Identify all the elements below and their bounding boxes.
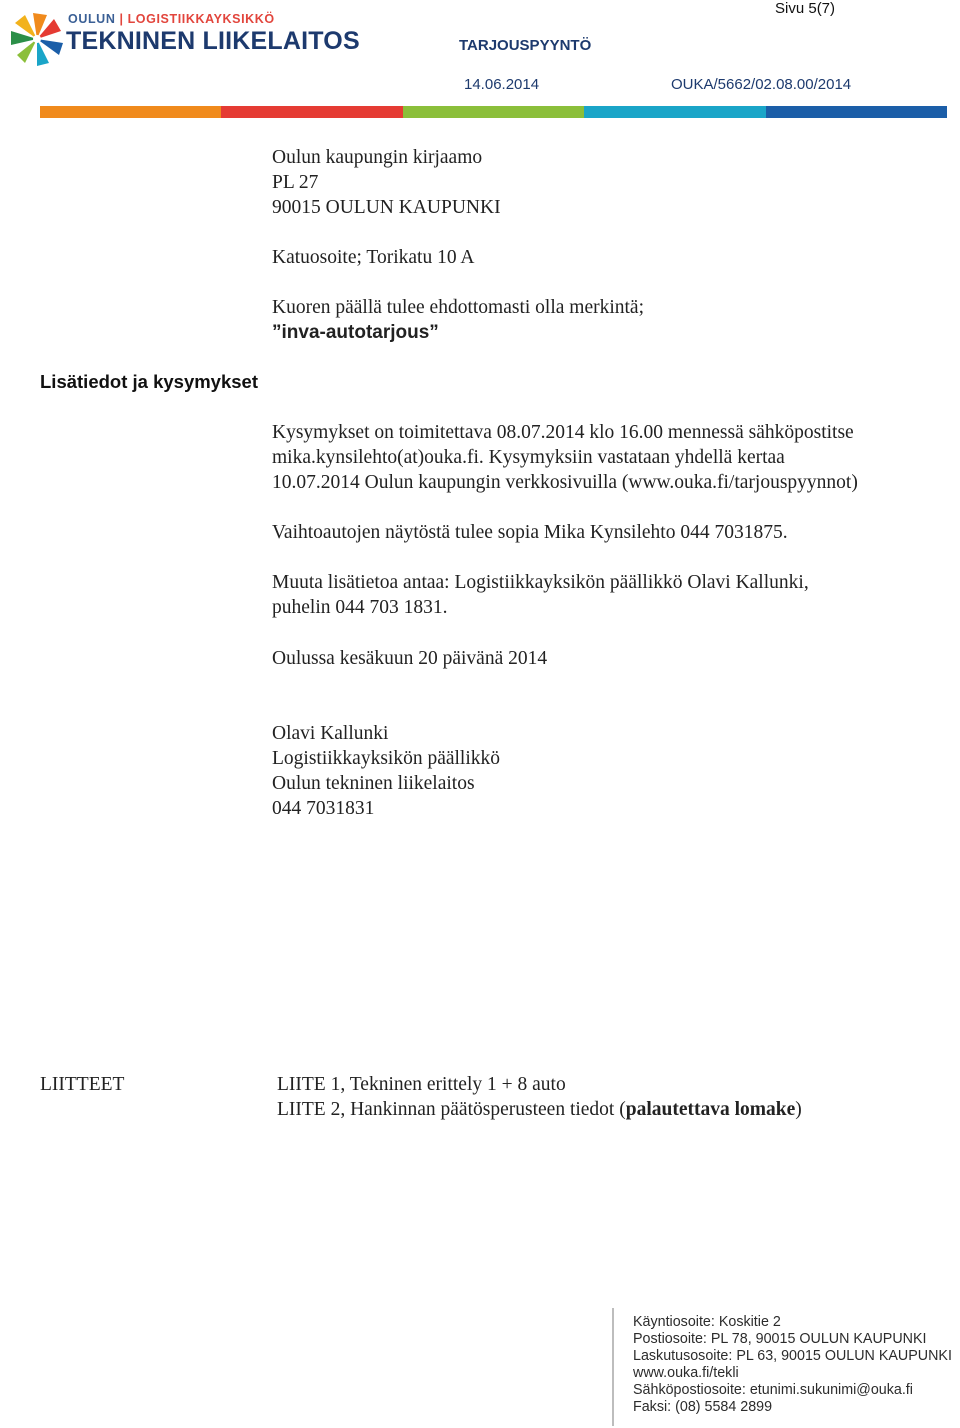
signature-block bbox=[272, 721, 500, 821]
address-line: Oulun kaupungin kirjaamo bbox=[272, 147, 483, 168]
questions-paragraph bbox=[272, 420, 858, 495]
document-type: TARJOUSPYYNTÖ bbox=[459, 37, 592, 54]
car-showing-paragraph: Vaihtoautojen näytöstä tulee sopia Mika Kynsilehto 044 7031875. bbox=[272, 522, 788, 543]
footer-email: Sähköpostiosoite: etunimi.sukunimi@ouka.fi bbox=[633, 1382, 913, 1398]
logo-separator: | bbox=[119, 12, 124, 26]
color-bar-segment bbox=[40, 106, 221, 118]
attachment-item-emphasis: palautettava lomake bbox=[625, 1099, 796, 1120]
footer-postal-address: Postiosoite: PL 78, 90015 OULUN KAUPUNKI bbox=[633, 1331, 927, 1347]
footer-billing-address: Laskutusosoite: PL 63, 90015 OULUN KAUPUNKI bbox=[633, 1348, 952, 1364]
more-info-line: Muuta lisätietoa antaa: Logistiikkayksikön päällikkö Olavi Kallunki, bbox=[272, 572, 809, 593]
attachment-item bbox=[277, 1097, 802, 1122]
address-line: 90015 OULUN KAUPUNKI bbox=[272, 197, 501, 218]
section-label: Lisätiedot ja kysymykset bbox=[40, 371, 258, 392]
color-bar-segment bbox=[221, 106, 402, 118]
address-line: PL 27 bbox=[272, 172, 319, 193]
attachment-item-text: LIITE 2, Hankinnan päätösperusteen tiedot ( bbox=[277, 1099, 626, 1120]
place-date: Oulussa kesäkuun 20 päivänä 2014 bbox=[272, 648, 548, 669]
questions-line: mika.kynsilehto(at)ouka.fi. Kysymyksiin vastataan yhdellä kertaa bbox=[272, 447, 785, 468]
color-bar-segment bbox=[403, 106, 584, 118]
footer-website: www.ouka.fi/tekli bbox=[633, 1365, 739, 1381]
page-number: Sivu 5(7) bbox=[775, 0, 836, 17]
footer-contact bbox=[633, 1314, 952, 1416]
pinwheel-logo-icon bbox=[6, 8, 70, 70]
footer-fax: Faksi: (08) 5584 2899 bbox=[633, 1399, 773, 1415]
color-bar-segment bbox=[584, 106, 765, 118]
attachment-item: LIITE 1, Tekninen erittely 1 + 8 auto bbox=[277, 1074, 566, 1095]
street-address: Katuosoite; Torikatu 10 A bbox=[272, 247, 475, 268]
envelope-note bbox=[272, 295, 644, 345]
logo-org-part1: OULUN bbox=[68, 12, 116, 26]
document-date: 14.06.2014 bbox=[464, 76, 540, 93]
color-bar-segment bbox=[766, 106, 947, 118]
document-reference: OUKA/5662/02.08.00/2014 bbox=[671, 76, 852, 93]
header-color-bar bbox=[40, 106, 947, 118]
logo-name: TEKNINEN LIIKELAITOS bbox=[66, 27, 360, 55]
footer-visiting-address: Käyntiosoite: Koskitie 2 bbox=[633, 1314, 781, 1330]
envelope-marking: ”inva-autotarjous” bbox=[272, 322, 439, 343]
more-info-paragraph bbox=[272, 570, 809, 620]
footer-divider bbox=[612, 1308, 614, 1426]
signature-title: Logistiikkayksikön päällikkö bbox=[272, 748, 501, 769]
attachments-list bbox=[277, 1072, 802, 1122]
logo-org-line bbox=[68, 12, 275, 26]
signature-phone: 044 7031831 bbox=[272, 798, 375, 819]
envelope-note-text: Kuoren päällä tulee ehdottomasti olla merkintä; bbox=[272, 297, 645, 318]
recipient-address bbox=[272, 145, 501, 220]
attachments-label: LIITTEET bbox=[40, 1074, 125, 1095]
questions-line: Kysymykset on toimitettava 08.07.2014 klo 16.00 mennessä sähköpostitse bbox=[272, 422, 854, 443]
attachment-item-suffix: ) bbox=[795, 1099, 802, 1120]
signature-organization: Oulun tekninen liikelaitos bbox=[272, 773, 475, 794]
more-info-line: puhelin 044 703 1831. bbox=[272, 597, 448, 618]
logo-org-part2: LOGISTIIKKAYKSIKKÖ bbox=[127, 12, 275, 26]
questions-line: 10.07.2014 Oulun kaupungin verkkosivuilla (www.ouka.fi/tarjouspyynnot) bbox=[272, 472, 858, 493]
signature-name: Olavi Kallunki bbox=[272, 723, 389, 744]
